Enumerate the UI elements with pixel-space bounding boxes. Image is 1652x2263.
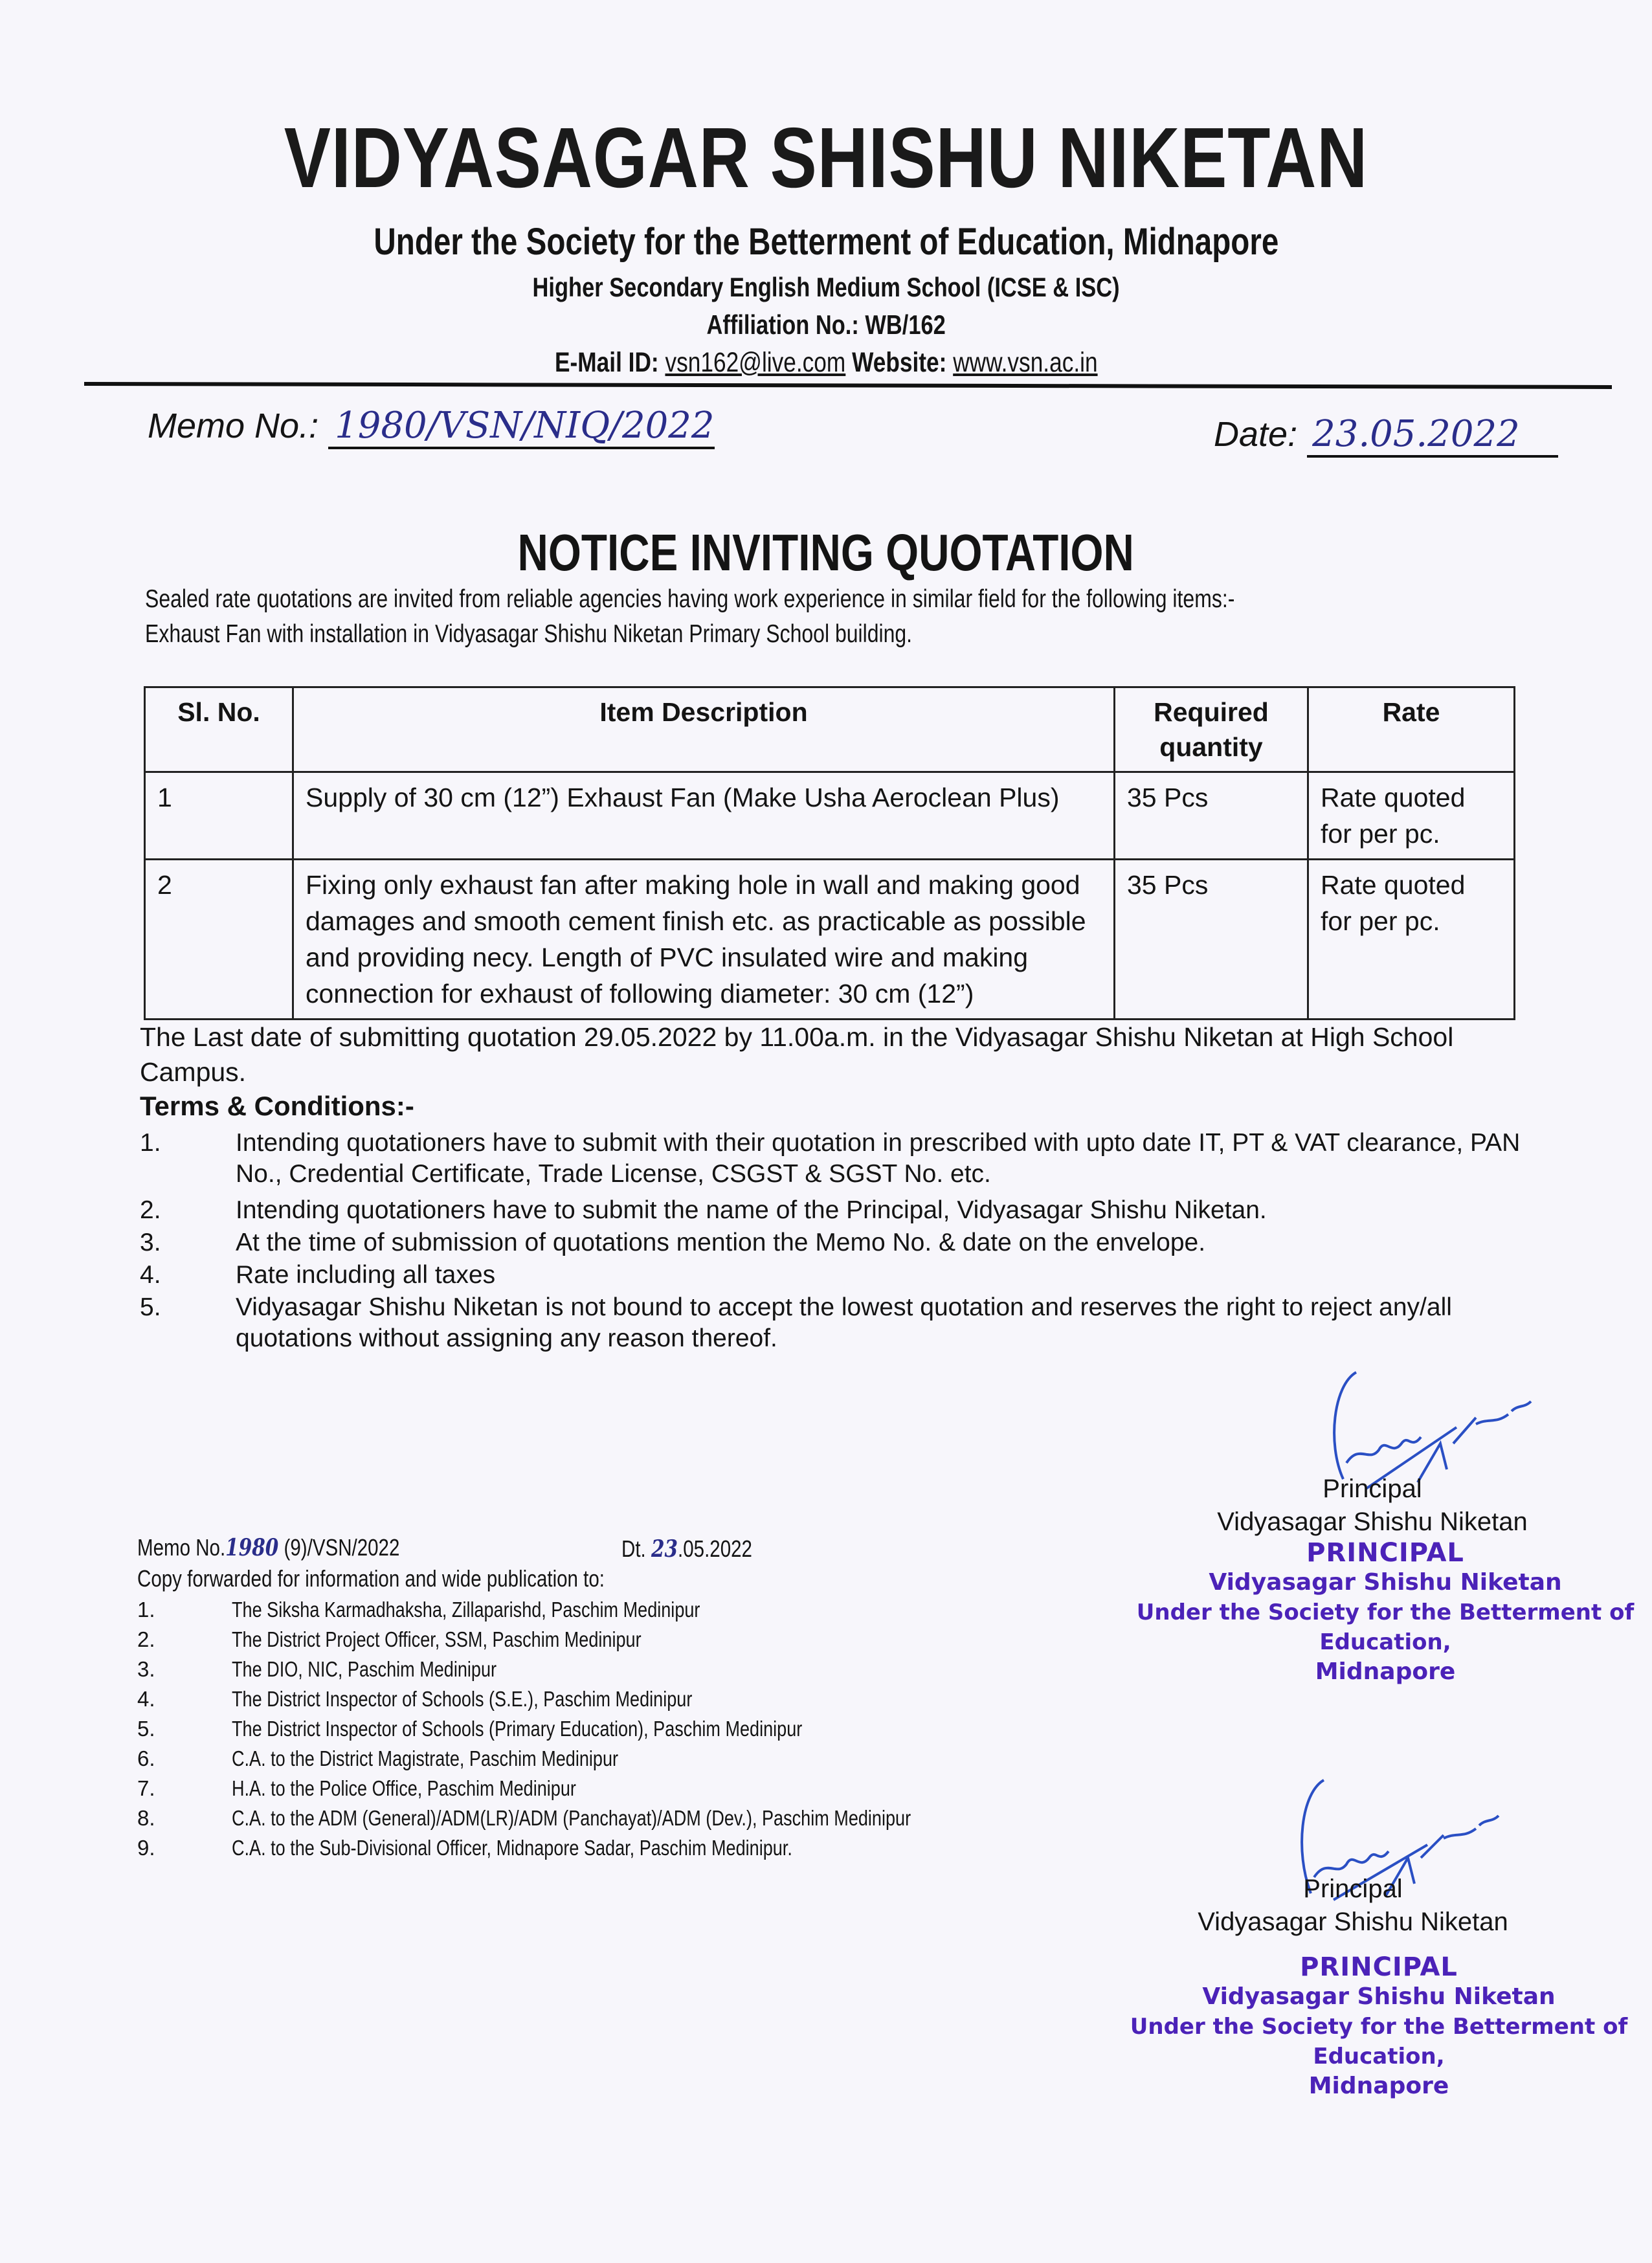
- recipient-text: The District Inspector of Schools (Primary Education), Paschim Medinipur: [232, 1717, 803, 1741]
- cell-rate: Rate quoted for per pc.: [1308, 772, 1515, 860]
- recipient-number: 9.: [137, 1836, 155, 1860]
- affiliation-text: Affiliation No.: WB/162: [706, 309, 946, 340]
- signatory-title: Principal: [1323, 1475, 1422, 1503]
- recipient-number: 1.: [137, 1598, 155, 1622]
- date-label: Date:: [1214, 415, 1298, 454]
- header-sl-no: Sl. No.: [145, 687, 293, 772]
- recipient-text: C.A. to the ADM (General)/ADM(LR)/ADM (Panchayat)/ADM (Dev.), Paschim Medinipur: [232, 1806, 911, 1830]
- date-row: [1214, 413, 1558, 458]
- copy-memo-suffix: (9)/VSN/2022: [284, 1534, 400, 1561]
- signature-block-2: [1126, 1875, 1579, 1937]
- signatory-title: Principal: [1303, 1875, 1403, 1903]
- school-name-text: VIDYASAGAR SHISHU NIKETAN: [284, 110, 1368, 205]
- copy-date-line: [621, 1535, 781, 1563]
- notice-intro-line-1: [145, 585, 1474, 614]
- date-handwritten: 23.05.2022: [1307, 413, 1558, 458]
- header-rate: Rate: [1308, 687, 1515, 772]
- term-item: [140, 1128, 1551, 1190]
- recipient-number: 3.: [137, 1657, 155, 1681]
- stamp-line-4: Midnapore: [1308, 2073, 1449, 2099]
- recipient-text: C.A. to the Sub-Divisional Officer, Midnapore Sadar, Paschim Medinipur.: [232, 1836, 792, 1860]
- cell-rate: Rate quoted for per pc.: [1308, 860, 1515, 1020]
- table-header-row: [145, 687, 1515, 772]
- term-number: 1.: [140, 1129, 161, 1157]
- cell-sl: 1: [145, 772, 293, 860]
- affiliation-line: [0, 309, 1652, 340]
- term-text: Rate including all taxes: [236, 1261, 496, 1289]
- email-label: E-Mail ID:: [554, 347, 659, 378]
- signatory-school: Vidyasagar Shishu Niketan: [1198, 1908, 1508, 1936]
- copy-date-prefix: Dt.: [621, 1535, 646, 1562]
- intro-text-2: Exhaust Fan with installation in Vidyasagar Shishu Niketan Primary School building.: [145, 620, 913, 648]
- term-text: At the time of submission of quotations mention the Memo No. & date on the envelope.: [236, 1229, 1206, 1256]
- notice-intro-line-2: [145, 620, 1080, 649]
- copy-memo-line: [137, 1534, 457, 1561]
- copy-memo-number-handwritten: 1980: [225, 1534, 279, 1561]
- copy-intro-text: Copy forwarded for information and wide publication to:: [137, 1565, 605, 1592]
- notice-title: [0, 523, 1652, 583]
- stamp-line-2: Vidyasagar Shishu Niketan: [1209, 1569, 1562, 1596]
- term-text: Intending quotationers have to submit with their quotation in prescribed with upto date IT, PT & VAT clearance, PAN No., Credential Certificate, Trade License, CSGST & SGST No. etc.: [236, 1129, 1521, 1188]
- society-line: [0, 220, 1652, 263]
- term-text: Vidyasagar Shishu Niketan is not bound to accept the lowest quotation and reserves the right to reject any/all quotations without assigning any reason thereof.: [236, 1293, 1452, 1352]
- term-number: 5.: [140, 1293, 161, 1321]
- society-text: Under the Society for the Betterment of Education, Midnapore: [374, 221, 1278, 263]
- school-type-text: Higher Secondary English Medium School (ICSE & ISC): [532, 272, 1120, 302]
- term-number: 3.: [140, 1229, 161, 1256]
- cell-description: Supply of 30 cm (12”) Exhaust Fan (Make Usha Aeroclean Plus): [293, 772, 1115, 860]
- signature-block-1: [1146, 1475, 1599, 1537]
- signatory-school: Vidyasagar Shishu Niketan: [1217, 1508, 1528, 1536]
- website-link[interactable]: www.vsn.ac.in: [952, 347, 1098, 378]
- contact-line: [0, 347, 1652, 379]
- stamp-line-3: Under the Society for the Betterment of Education,: [1136, 1600, 1635, 1655]
- recipient-text: The DIO, NIC, Paschim Medinipur: [232, 1657, 497, 1681]
- copy-date-day-handwritten: 23: [651, 1535, 678, 1563]
- term-number: 4.: [140, 1261, 161, 1289]
- terms-heading: Terms & Conditions:-: [140, 1091, 414, 1121]
- cell-sl: 2: [145, 860, 293, 1020]
- principal-stamp-1: [1120, 1538, 1651, 1687]
- recipient-number: 7.: [137, 1776, 155, 1800]
- school-name: [0, 109, 1652, 206]
- copy-intro: [137, 1565, 708, 1592]
- recipient-number: 8.: [137, 1806, 155, 1830]
- stamp-line-4: Midnapore: [1315, 1658, 1456, 1685]
- letterhead-divider: [84, 382, 1612, 389]
- website-label: Website:: [851, 347, 947, 378]
- term-text: Intending quotationers have to submit the name of the Principal, Vidyasagar Shishu Niketan.: [236, 1196, 1267, 1224]
- last-date-paragraph: The Last date of submitting quotation 29.05.2022 by 11.00a.m. in the Vidyasagar Shishu Niketan at High School Campus.: [140, 1022, 1454, 1087]
- memo-label: Memo No.:: [148, 407, 319, 445]
- stamp-line-3: Under the Society for the Betterment of Education,: [1130, 2014, 1628, 2069]
- table-row: [145, 772, 1515, 860]
- school-type-line: [0, 272, 1652, 303]
- copy-memo-prefix: Memo No.: [137, 1534, 226, 1561]
- cell-quantity: 35 Pcs: [1115, 860, 1308, 1020]
- recipient-text: The District Inspector of Schools (S.E.), Paschim Medinipur: [232, 1687, 693, 1711]
- memo-number-handwritten: 1980/VSN/NIQ/2022: [328, 405, 714, 449]
- table-row: [145, 860, 1515, 1020]
- notice-title-text: NOTICE INVITING QUOTATION: [517, 524, 1135, 581]
- cell-quantity: 35 Pcs: [1115, 772, 1308, 860]
- email-link[interactable]: vsn162@live.com: [665, 347, 845, 378]
- stamp-line-2: Vidyasagar Shishu Niketan: [1202, 1983, 1556, 2010]
- recipient-text: H.A. to the Police Office, Paschim Medinipur: [232, 1776, 576, 1800]
- quotation-table: [144, 686, 1515, 1020]
- header-item-description: Item Description: [293, 687, 1115, 772]
- recipient-number: 5.: [137, 1717, 155, 1741]
- intro-text-1: Sealed rate quotations are invited from reliable agencies having work experience in similar field for the following items:-: [145, 585, 1235, 613]
- cell-description: Fixing only exhaust fan after making hole in wall and making good damages and smooth cement finish etc. as practicable as possible and providing necy. Length of PVC insulated wire and making connection for exhaust of following diameter: 30 cm (12”): [293, 860, 1115, 1020]
- memo-number-row: [148, 405, 715, 449]
- recipient-number: 4.: [137, 1687, 155, 1711]
- term-number: 2.: [140, 1196, 161, 1224]
- recipient-number: 2.: [137, 1627, 155, 1651]
- copy-date-rest: .05.2022: [678, 1535, 752, 1562]
- recipient-text: C.A. to the District Magistrate, Paschim Medinipur: [232, 1746, 619, 1770]
- principal-stamp-2: [1113, 1952, 1644, 2101]
- recipient-number: 6.: [137, 1746, 155, 1770]
- recipient-text: The Siksha Karmadhaksha, Zillaparishd, Paschim Medinipur: [232, 1598, 700, 1622]
- recipient-text: The District Project Officer, SSM, Paschim Medinipur: [232, 1627, 642, 1651]
- stamp-line-1: PRINCIPAL: [1306, 1538, 1464, 1568]
- header-required-quantity: Required quantity: [1115, 687, 1308, 772]
- stamp-line-1: PRINCIPAL: [1300, 1952, 1458, 1982]
